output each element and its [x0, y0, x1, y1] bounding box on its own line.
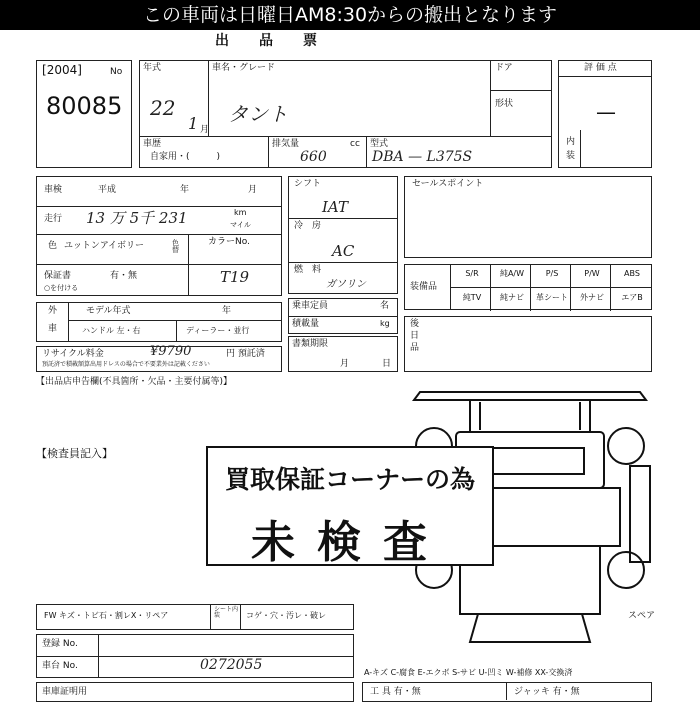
name-grade-label: 車名・グレード: [212, 63, 276, 73]
year-label: 年式: [143, 63, 162, 73]
recycle-unit: 円 預託済: [226, 349, 265, 359]
rear-label-2: 日: [410, 331, 420, 341]
mileage-label: 走行: [44, 214, 63, 224]
month-label: 月: [200, 125, 210, 135]
color-change: 色替: [172, 239, 179, 254]
equipment-item: P/W: [584, 269, 600, 278]
model-value: DBA — L375S: [372, 149, 473, 165]
capacity-label: 乗車定員: [292, 301, 329, 311]
damage-note: 【出品店申告欄(不具箇所・欠品・主要付属等)】: [36, 377, 233, 387]
right-side: [630, 466, 650, 562]
interior-label-2: 装: [566, 151, 576, 161]
month-value: 1: [188, 114, 199, 133]
cool-value: AC: [332, 242, 355, 260]
legend-seat: コゲ・穴・汚レ・破レ: [246, 611, 326, 620]
grade-value: —: [596, 100, 616, 124]
fuel-label: 燃 料: [294, 265, 322, 275]
year-value: 22: [150, 96, 176, 120]
shift-value: IAT: [322, 198, 348, 216]
chassis-label: 車台 No.: [42, 661, 78, 671]
import-model-label: モデル年式: [86, 306, 131, 316]
shaken-month: 月: [248, 185, 258, 195]
docs-month: 月: [340, 359, 350, 369]
cert-label: 車庫証明用: [42, 687, 88, 697]
equipment-item: 外ナビ: [580, 293, 604, 302]
load-label: 積載量: [292, 319, 320, 329]
damage-symbols: A-キズ C-腐食 E-エクボ S-サビ U-凹ミ W-補修 XX-交換済: [364, 668, 573, 677]
equipment-item: 純TV: [462, 293, 482, 302]
sales-point-label: セールスポイント: [412, 179, 484, 189]
mileage-value: 13 万 5千 231: [86, 209, 188, 227]
shaken-label: 車検: [44, 185, 63, 195]
shift-box: [288, 176, 398, 294]
rear-label-3: 品: [410, 343, 420, 353]
recycle-value: ¥9790: [150, 344, 192, 359]
equipment-item: 純ナビ: [500, 293, 524, 302]
dealer-label: ディーラー・並行: [186, 326, 250, 335]
equipment-item: P/S: [545, 269, 559, 278]
recycle-note: 預託済で積載額算出用ドレスの場合で不要業外は記載ください: [42, 361, 210, 368]
color-label: 色: [48, 241, 58, 251]
jack-label: ジャッキ 有・無: [514, 687, 580, 697]
equipment-item: 純A/W: [499, 269, 525, 278]
cc-unit: cc: [350, 139, 360, 149]
equipment-item: ABS: [624, 269, 640, 278]
cc-value: 660: [300, 149, 327, 165]
docs-day: 日: [382, 359, 392, 369]
front-bumper: [414, 392, 646, 400]
rear-bumper: [470, 614, 590, 642]
recycle-label: リサイクル料金: [42, 349, 104, 359]
color-no-value: T19: [220, 268, 250, 286]
warranty-label: 保証書: [44, 271, 72, 281]
fuel-value: ガソリン: [326, 279, 366, 290]
legend-seat-label: シート内装: [214, 606, 239, 619]
door-label: ドア: [495, 63, 513, 73]
rear-label-1: 後: [410, 319, 420, 329]
docs-label: 書類期限: [292, 339, 329, 349]
model-label: 型式: [370, 139, 389, 149]
cc-label: 排気量: [272, 139, 300, 149]
grade-label: 評 価 点: [584, 63, 617, 73]
shaken-year: 年: [180, 185, 190, 195]
import-box: [36, 302, 282, 342]
pickup-banner: この車両は日曜日AM8:30からの搬出となります: [0, 0, 700, 30]
chassis-value: 0272055: [200, 657, 263, 673]
tools-label: 工 具 有・無: [370, 687, 421, 697]
mileage-unit-mile: マイル: [230, 221, 251, 229]
warranty-value: 有・無: [110, 271, 138, 281]
equipment-item: エアB: [621, 293, 643, 302]
shape-label: 形状: [495, 99, 514, 109]
wheel-fr: [608, 428, 644, 464]
reg-label: 登録 No.: [42, 639, 78, 649]
equipment-item: S/R: [465, 269, 479, 278]
lot-no-label: No: [110, 67, 123, 77]
hood: [470, 400, 590, 432]
shift-label: シフト: [294, 179, 322, 189]
capacity-unit: 名: [380, 301, 390, 311]
equipment-label: 装備品: [410, 282, 438, 292]
load-unit: kg: [380, 319, 390, 328]
year-badge: [2004]: [42, 63, 82, 77]
stamp-line-1: 買取保証コーナーの為: [224, 465, 475, 494]
sheet-header: 出 品 票: [215, 33, 325, 49]
stamp-line-2: 未検査: [251, 517, 449, 568]
import-year: 年: [222, 306, 232, 316]
rear-box: [404, 316, 652, 372]
import-label-1: 外: [48, 306, 58, 316]
history-label: 車歴: [143, 139, 162, 149]
history-value: 自家用・( ): [150, 152, 221, 162]
handle-label: ハンドル 左・右: [82, 326, 141, 335]
inspector-label: 【検査員記入】: [36, 447, 113, 460]
import-label-2: 車: [48, 324, 58, 334]
spare-label: スペア: [628, 611, 656, 621]
name-value: タント: [228, 102, 288, 126]
legend-line: FW キズ・トビ石・割レX・リペア: [44, 611, 169, 620]
color-value: ユットンアイボリー: [64, 241, 145, 251]
wheel-rr: [608, 552, 644, 588]
year-badge-value: 2004: [46, 63, 78, 77]
equipment-item: 革シート: [536, 293, 568, 302]
interior-label-1: 内: [566, 137, 576, 147]
color-no-label: カラーNo.: [208, 237, 250, 247]
warranty-note: ○を付ける: [44, 284, 79, 292]
not-inspected-stamp: [206, 446, 494, 566]
shaken-era: 平成: [98, 185, 117, 195]
lot-number: 80085: [46, 92, 123, 120]
mileage-unit-km: km: [234, 208, 247, 217]
cool-label: 冷 房: [294, 221, 322, 231]
